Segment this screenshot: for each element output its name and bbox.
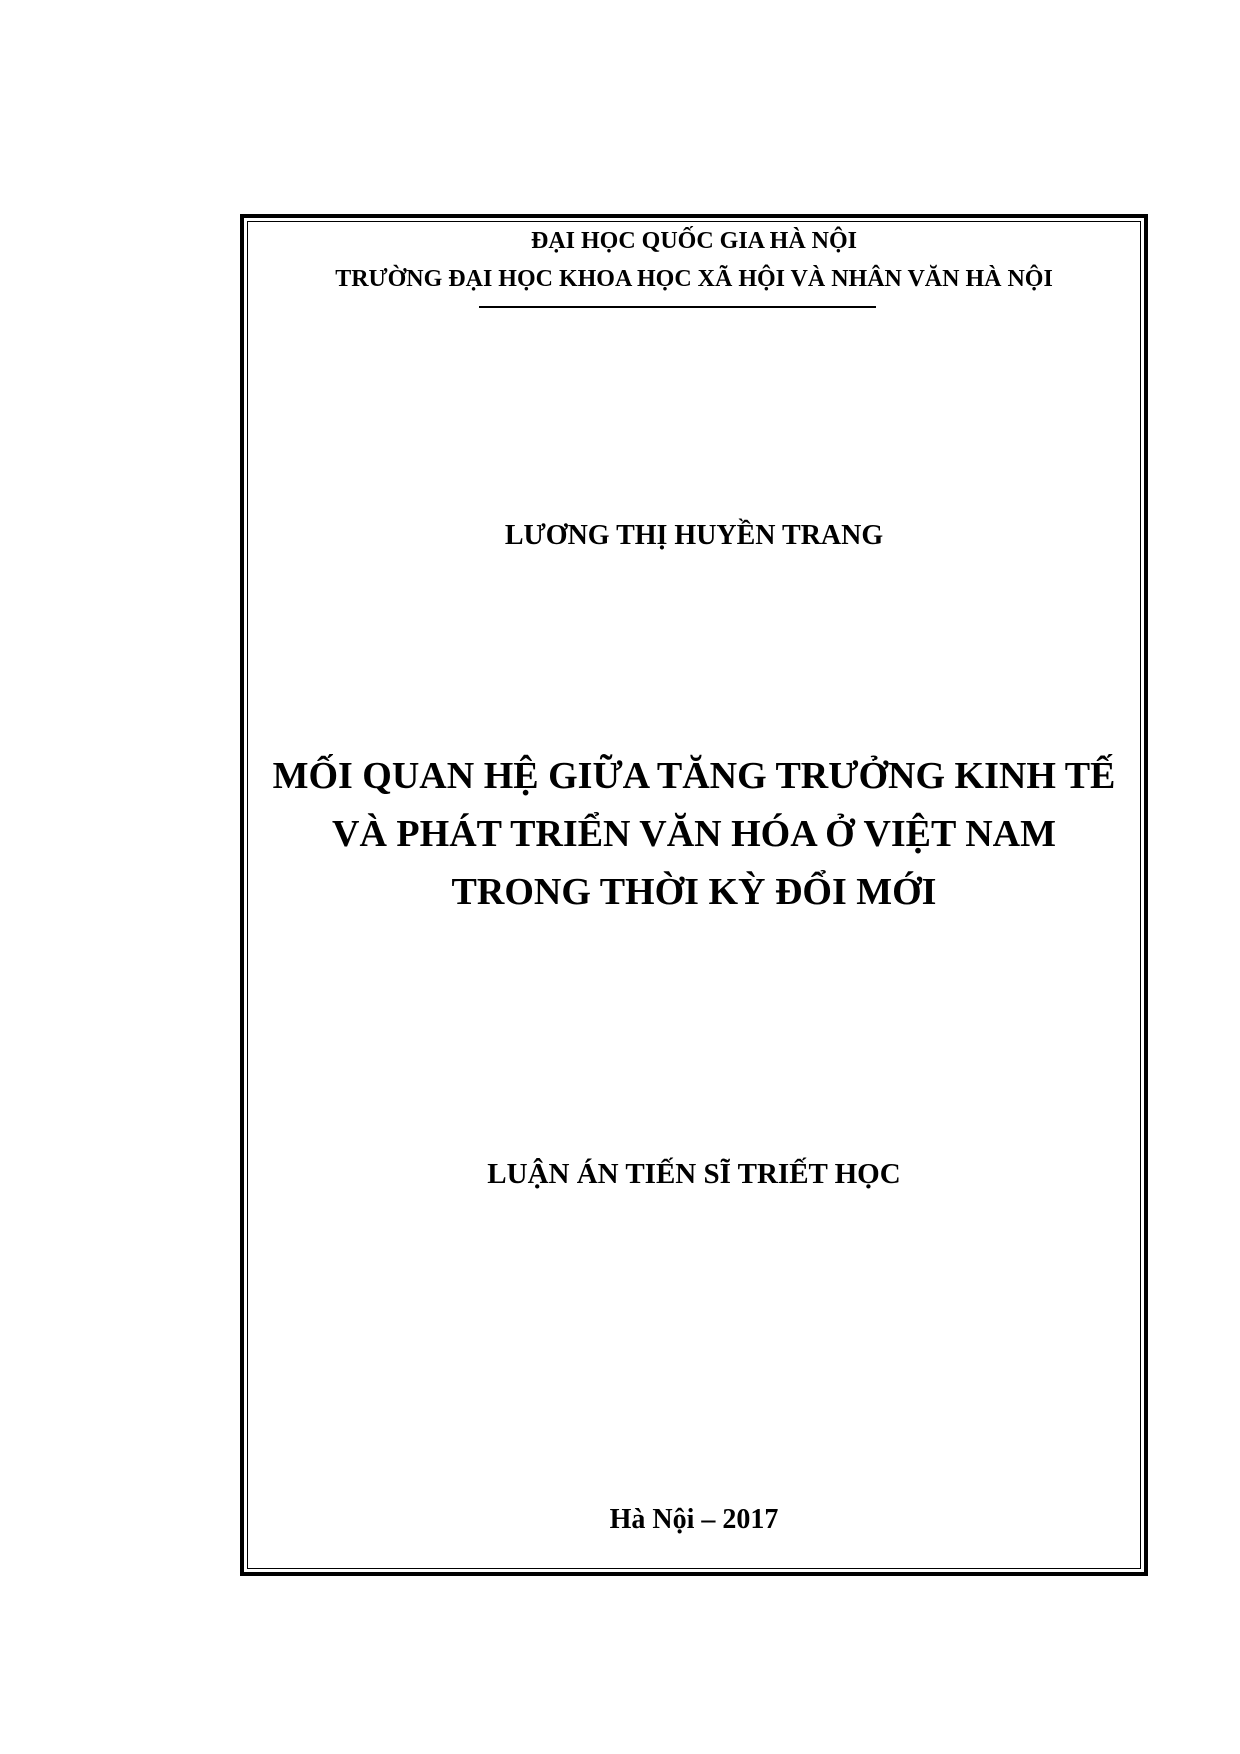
thesis-title-line-3: TRONG THỜI KỲ ĐỔI MỚI [451, 871, 937, 913]
place-and-year: Hà Nội – 2017 [609, 1504, 779, 1535]
faculty-name: TRƯỜNG ĐẠI HỌC KHOA HỌC XÃ HỘI VÀ NHÂN VĂN HÀ NỘI [335, 266, 1053, 292]
header-divider [479, 306, 876, 308]
degree-label: LUẬN ÁN TIẾN SĨ TRIẾT HỌC [487, 1158, 901, 1190]
university-name: ĐẠI HỌC QUỐC GIA HÀ NỘI [530, 228, 858, 254]
thesis-title-line-1: MỐI QUAN HỆ GIỮA TĂNG TRƯỞNG KINH TẾ [272, 755, 1116, 797]
thesis-title-line-2: VÀ PHÁT TRIỂN VĂN HÓA Ở VIỆT NAM [332, 813, 1056, 855]
author-name: LƯƠNG THỊ HUYỀN TRANG [504, 520, 884, 551]
